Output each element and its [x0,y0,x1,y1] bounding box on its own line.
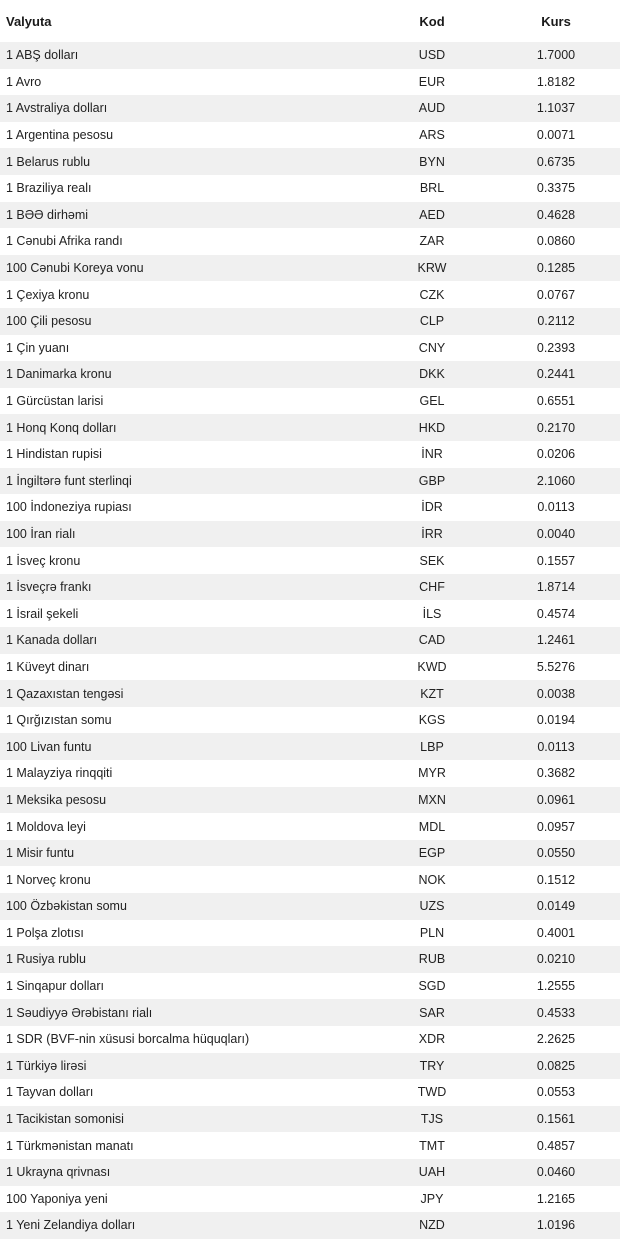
table-row [0,920,620,947]
currency-code-cell: DKK [372,361,492,388]
currency-code-cell: KZT [372,680,492,707]
currency-code-cell: KRW [372,255,492,282]
currency-code-cell: MXN [372,787,492,814]
table-row [0,202,620,229]
header-currency: Valyuta [6,13,52,29]
table-row [0,42,620,69]
currency-name-cell: 1 İsveçrə frankı [0,574,372,601]
table-row [0,1186,620,1213]
currency-name-cell: 100 İndoneziya rupiası [0,494,372,521]
table-row [0,228,620,255]
currency-name-cell: 1 Argentina pesosu [0,122,372,149]
currency-name-cell: 1 Moldova leyi [0,813,372,840]
currency-rate-cell: 0.3375 [492,175,620,202]
currency-rate-cell: 0.2393 [492,335,620,362]
currency-code-cell: TMT [372,1132,492,1159]
currency-rate-cell: 1.8714 [492,574,620,601]
currency-rate-cell: 1.0196 [492,1212,620,1239]
currency-code-cell: UZS [372,893,492,920]
currency-code-cell: İNR [372,441,492,468]
currency-rate-cell: 1.2461 [492,627,620,654]
currency-code-cell: CHF [372,574,492,601]
currency-rate-cell: 0.0071 [492,122,620,149]
currency-name-cell: 1 ABŞ dolları [0,42,372,69]
currency-code-cell: CNY [372,335,492,362]
currency-rate-cell: 0.0957 [492,813,620,840]
currency-rate-cell: 0.0206 [492,441,620,468]
currency-code-cell: EUR [372,69,492,96]
table-row [0,1053,620,1080]
currency-code-cell: EGP [372,840,492,867]
table-row [0,1079,620,1106]
currency-name-cell: 1 Kanada dolları [0,627,372,654]
currency-name-cell: 100 Özbəkistan somu [0,893,372,920]
currency-rate-cell: 0.0767 [492,281,620,308]
currency-code-cell: KGS [372,707,492,734]
currency-name-cell: 1 İsrail şekeli [0,600,372,627]
currency-name-cell: 1 Malayziya rinqqiti [0,760,372,787]
table-row [0,1026,620,1053]
table-row [0,973,620,1000]
currency-rate-cell: 0.0113 [492,733,620,760]
currency-code-cell: MYR [372,760,492,787]
currency-name-cell: 100 İran rialı [0,521,372,548]
currency-name-cell: 1 Qazaxıstan tengəsi [0,680,372,707]
currency-rate-cell: 0.2170 [492,414,620,441]
table-row [0,335,620,362]
currency-name-cell: 1 Qırğızıstan somu [0,707,372,734]
currency-code-cell: ARS [372,122,492,149]
table-row [0,627,620,654]
currency-code-cell: İLS [372,600,492,627]
table-row [0,494,620,521]
currency-name-cell: 1 Küveyt dinarı [0,654,372,681]
currency-name-cell: 1 Yeni Zelandiya dolları [0,1212,372,1239]
table-row [0,654,620,681]
currency-rate-cell: 0.1557 [492,547,620,574]
currency-rate-cell: 0.6551 [492,388,620,415]
table-row [0,1159,620,1186]
currency-name-cell: 1 Norveç kronu [0,866,372,893]
table-row [0,281,620,308]
currency-rate-cell: 0.2112 [492,308,620,335]
currency-code-cell: LBP [372,733,492,760]
currency-name-cell: 100 Cənubi Koreya vonu [0,255,372,282]
currency-name-cell: 1 Danimarka kronu [0,361,372,388]
currency-rate-cell: 1.1037 [492,95,620,122]
currency-name-cell: 1 Tayvan dolları [0,1079,372,1106]
currency-name-cell: 100 Yaponiya yeni [0,1186,372,1213]
table-row [0,946,620,973]
table-row [0,148,620,175]
currency-code-cell: GBP [372,468,492,495]
table-row [0,600,620,627]
currency-code-cell: KWD [372,654,492,681]
currency-rate-cell: 0.1285 [492,255,620,282]
currency-rate-cell: 0.0860 [492,228,620,255]
table-row [0,893,620,920]
currency-rate-cell: 2.2625 [492,1026,620,1053]
table-row [0,813,620,840]
currency-code-cell: BRL [372,175,492,202]
currency-code-cell: USD [372,42,492,69]
currency-name-cell: 1 Honq Konq dolları [0,414,372,441]
currency-code-cell: NOK [372,866,492,893]
currency-code-cell: JPY [372,1186,492,1213]
currency-code-cell: TJS [372,1106,492,1133]
currency-rate-cell: 1.2555 [492,973,620,1000]
table-row [0,308,620,335]
table-row [0,468,620,495]
currency-rate-cell: 0.0149 [492,893,620,920]
currency-name-cell: 1 Türkiyə lirəsi [0,1053,372,1080]
currency-code-cell: MDL [372,813,492,840]
currency-rate-cell: 0.0040 [492,521,620,548]
currency-rate-cell: 0.4001 [492,920,620,947]
currency-code-cell: SEK [372,547,492,574]
currency-name-cell: 1 Səudiyyə Ərəbistanı rialı [0,999,372,1026]
currency-code-cell: UAH [372,1159,492,1186]
currency-code-cell: TRY [372,1053,492,1080]
currency-name-cell: 1 Cənubi Afrika randı [0,228,372,255]
currency-name-cell: 1 Belarus rublu [0,148,372,175]
table-row [0,361,620,388]
currency-name-cell: 1 BƏƏ dirhəmi [0,202,372,229]
currency-code-cell: BYN [372,148,492,175]
table-header [0,0,620,42]
table-row [0,388,620,415]
header-rate: Kurs [541,13,571,29]
table-row [0,175,620,202]
currency-name-cell: 1 Ukrayna qrivnası [0,1159,372,1186]
currency-code-cell: AED [372,202,492,229]
table-row [0,707,620,734]
currency-code-cell: PLN [372,920,492,947]
table-row [0,733,620,760]
currency-rate-cell: 0.1561 [492,1106,620,1133]
table-row [0,255,620,282]
table-row [0,1132,620,1159]
currency-rate-cell: 0.0460 [492,1159,620,1186]
currency-code-cell: İRR [372,521,492,548]
currency-rate-cell: 0.2441 [492,361,620,388]
currency-name-cell: 1 Türkmənistan manatı [0,1132,372,1159]
currency-rate-cell: 0.0961 [492,787,620,814]
currency-code-cell: SAR [372,999,492,1026]
currency-name-cell: 1 Misir funtu [0,840,372,867]
currency-code-cell: NZD [372,1212,492,1239]
table-row [0,787,620,814]
currency-code-cell: TWD [372,1079,492,1106]
currency-rate-cell: 0.0825 [492,1053,620,1080]
currency-rate-cell: 0.4574 [492,600,620,627]
table-row [0,414,620,441]
currency-code-cell: RUB [372,946,492,973]
currency-name-cell: 1 Sinqapur dolları [0,973,372,1000]
table-row [0,680,620,707]
currency-rate-cell: 1.7000 [492,42,620,69]
currency-name-cell: 1 İsveç kronu [0,547,372,574]
currency-name-cell: 1 SDR (BVF-nin xüsusi borcalma hüquqları) [0,1026,372,1053]
currency-code-cell: CLP [372,308,492,335]
currency-code-cell: XDR [372,1026,492,1053]
currency-rate-cell: 5.5276 [492,654,620,681]
table-row [0,574,620,601]
currency-rate-cell: 0.0550 [492,840,620,867]
table-row [0,760,620,787]
currency-rate-cell: 0.4857 [492,1132,620,1159]
table-row [0,866,620,893]
table-row [0,1212,620,1239]
currency-name-cell: 1 Çexiya kronu [0,281,372,308]
currency-rate-cell: 0.4628 [492,202,620,229]
table-row [0,1106,620,1133]
currency-rate-cell: 0.0210 [492,946,620,973]
currency-code-cell: ZAR [372,228,492,255]
currency-code-cell: İDR [372,494,492,521]
currency-name-cell: 1 Polşa zlotısı [0,920,372,947]
currency-name-cell: 1 Avstraliya dolları [0,95,372,122]
currency-rate-cell: 0.0553 [492,1079,620,1106]
currency-code-cell: SGD [372,973,492,1000]
currency-code-cell: GEL [372,388,492,415]
currency-code-cell: HKD [372,414,492,441]
currency-rate-cell: 1.2165 [492,1186,620,1213]
table-row [0,840,620,867]
table-row [0,547,620,574]
currency-rate-cell: 0.6735 [492,148,620,175]
currency-name-cell: 100 Livan funtu [0,733,372,760]
currency-rate-cell: 0.4533 [492,999,620,1026]
currency-rate-cell: 0.0194 [492,707,620,734]
currency-rate-cell: 0.0113 [492,494,620,521]
table-row [0,95,620,122]
header-row [0,0,620,42]
table-row [0,69,620,96]
header-code: Kod [419,13,445,29]
currency-rate-cell: 2.1060 [492,468,620,495]
currency-rate-cell: 1.8182 [492,69,620,96]
currency-name-cell: 1 İngiltərə funt sterlinqi [0,468,372,495]
table-row [0,441,620,468]
currency-rate-cell: 0.3682 [492,760,620,787]
currency-name-cell: 1 Hindistan rupisi [0,441,372,468]
table-row [0,122,620,149]
currency-code-cell: AUD [372,95,492,122]
table-row [0,521,620,548]
currency-name-cell: 1 Braziliya realı [0,175,372,202]
currency-name-cell: 1 Meksika pesosu [0,787,372,814]
currency-name-cell: 100 Çili pesosu [0,308,372,335]
currency-rate-cell: 0.0038 [492,680,620,707]
currency-name-cell: 1 Çin yuanı [0,335,372,362]
currency-rate-cell: 0.1512 [492,866,620,893]
table-body [0,42,620,1239]
table-row [0,999,620,1026]
currency-name-cell: 1 Tacikistan somonisi [0,1106,372,1133]
currency-name-cell: 1 Gürcüstan larisi [0,388,372,415]
currency-name-cell: 1 Avro [0,69,372,96]
currency-name-cell: 1 Rusiya rublu [0,946,372,973]
currency-code-cell: CZK [372,281,492,308]
currency-code-cell: CAD [372,627,492,654]
